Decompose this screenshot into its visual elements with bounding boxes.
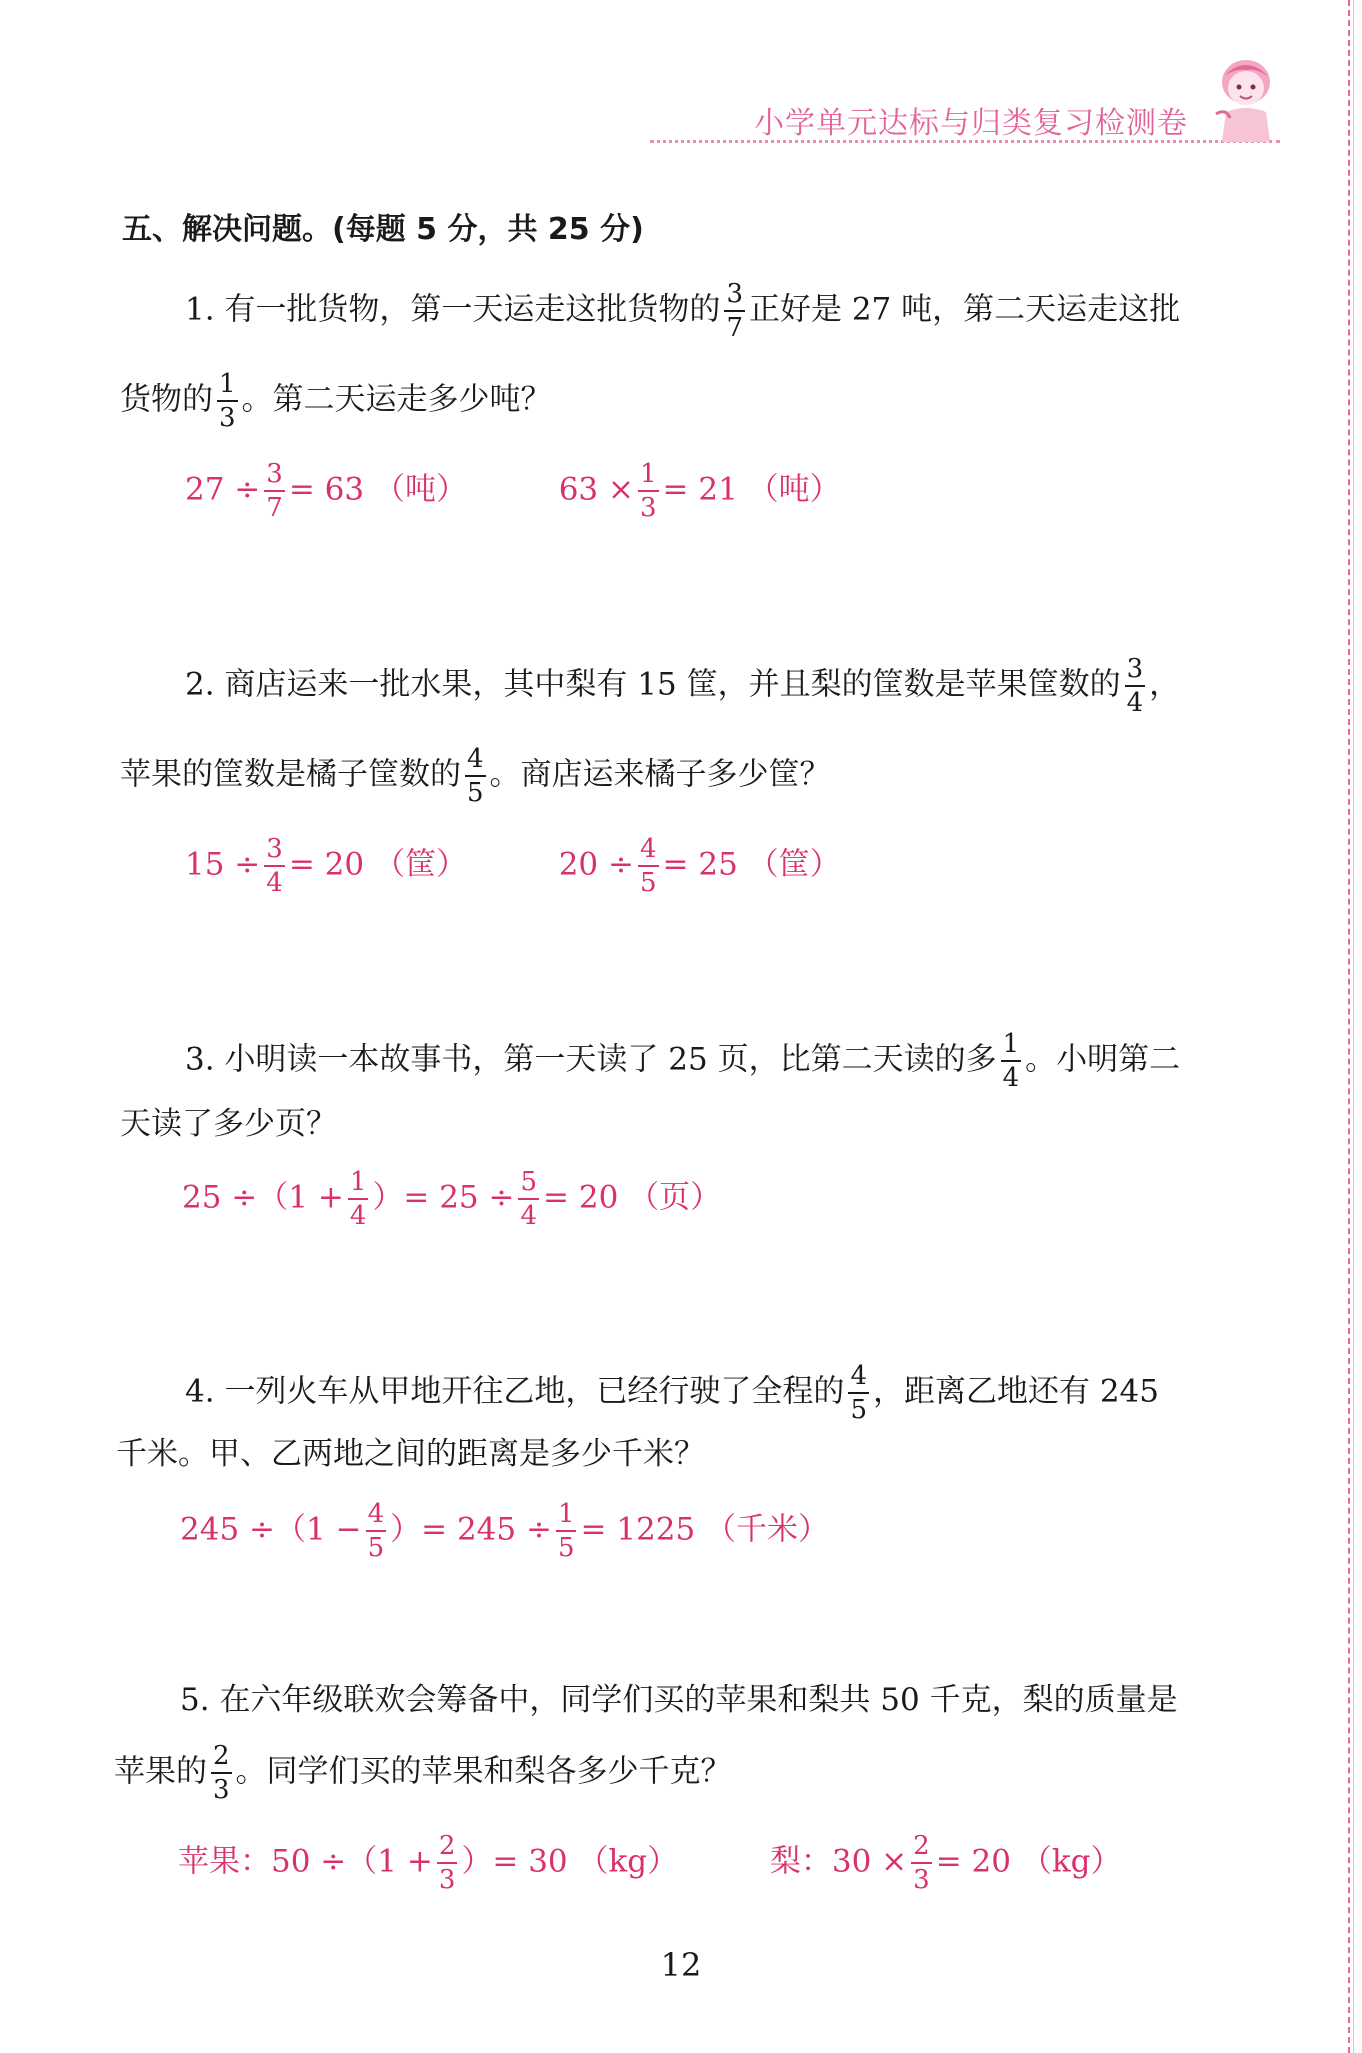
problem-text: ，距离乙地还有 245 [872, 1373, 1160, 1410]
problem-text: 一列火车从甲地开往乙地，已经行驶了全程的 [224, 1373, 845, 1410]
problem-text: 苹果的筐数是橘子筐数的 [120, 756, 461, 793]
problem-5-line-2 [114, 1742, 732, 1804]
fraction: $\frac{4}{5}$ [367, 1499, 385, 1563]
fraction: $\frac{3}{7}$ [266, 459, 283, 523]
problem-2-line-1 [185, 655, 1180, 717]
fraction: $\frac{5}{4}$ [520, 1167, 538, 1231]
problem-4-line-1 [185, 1362, 1159, 1424]
problem-1-answer [185, 460, 841, 522]
cartoon-child-icon [1210, 52, 1282, 144]
problem-text: 。同学们买的苹果和梨各多少千克？ [235, 1753, 732, 1790]
problem-number: 3. [185, 1041, 215, 1078]
problem-number: 1. [185, 291, 215, 328]
answer-text: 25 ÷（1 + [182, 1179, 344, 1216]
problem-5-answer [178, 1832, 1121, 1894]
problem-text: 货物的 [120, 381, 213, 418]
fraction: $\frac{1}{3}$ [219, 369, 236, 433]
answer-text: 27 ÷ [185, 471, 261, 508]
answer-text: = 20 （kg） [935, 1843, 1122, 1880]
answer-text: 苹果：50 ÷（1 + [178, 1843, 433, 1880]
problem-1-line-2 [120, 370, 552, 432]
problem-2-line-2 [120, 745, 831, 807]
fraction: $\frac{1}{4}$ [349, 1167, 367, 1231]
problem-number: 5. [180, 1682, 210, 1718]
problem-text: ， [1149, 666, 1181, 703]
page-header [640, 88, 1280, 150]
fraction: $\frac{3}{4}$ [266, 834, 283, 898]
fraction: $\frac{2}{3}$ [913, 1831, 930, 1895]
problem-4-answer [180, 1500, 829, 1562]
answer-text: = 20 （筐） [288, 846, 467, 883]
answer-text: 20 ÷ [558, 846, 634, 883]
problem-text: 在六年级联欢会筹备中，同学们买的苹果和梨共 50 千克，梨的质量是 [219, 1682, 1178, 1718]
problem-number: 2. [185, 666, 215, 703]
problem-4-line-2: 千米。甲、乙两地之间的距离是多少千米？ [116, 1436, 705, 1472]
fraction: $\frac{3}{7}$ [726, 279, 743, 343]
problem-text: 小明读一本故事书，第一天读了 25 页，比第二天读的多 [224, 1041, 997, 1078]
answer-text: = 20 （页） [543, 1179, 722, 1216]
page-edge-dashed-line [1348, 0, 1350, 2053]
fraction: $\frac{3}{4}$ [1126, 654, 1144, 718]
fraction: $\frac{1}{5}$ [557, 1499, 575, 1563]
problem-text: 。第二天运走多少吨？ [241, 381, 552, 418]
problem-1-line-1 [185, 280, 1180, 342]
problem-number: 4. [185, 1373, 215, 1410]
problem-text: 苹果的 [114, 1753, 207, 1790]
fraction: $\frac{4}{5}$ [467, 744, 484, 808]
problem-3-line-1 [185, 1030, 1180, 1092]
fraction: $\frac{2}{3}$ [438, 1831, 456, 1895]
fraction: $\frac{1}{4}$ [1002, 1029, 1020, 1093]
fraction: $\frac{2}{3}$ [213, 1741, 230, 1805]
section-heading: 五、解决问题。(每题 5 分，共 25 分) [122, 212, 644, 247]
fraction: $\frac{1}{3}$ [639, 459, 657, 523]
answer-text: 梨：30 × [769, 1843, 908, 1880]
answer-text: = 63 （吨） [288, 471, 467, 508]
answer-text: = 1225 （千米） [580, 1511, 830, 1548]
problem-text: 商店运来一批水果，其中梨有 15 筐，并且梨的筐数是苹果筐数的 [224, 666, 1121, 703]
problem-text: 有一批货物，第一天运走这批货物的 [224, 291, 721, 328]
problem-text: 。商店运来橘子多少筐？ [489, 756, 831, 793]
answer-text: = 21 （吨） [662, 471, 841, 508]
answer-text: 245 ÷（1 − [180, 1511, 362, 1548]
header-title: 小学单元达标与归类复习检测卷 [754, 106, 1188, 141]
answer-text: 15 ÷ [185, 846, 261, 883]
problem-2-answer [185, 835, 841, 897]
problem-5-line-1 [180, 1678, 1178, 1722]
problem-text: 正好是 27 吨，第二天运走这批 [748, 291, 1181, 328]
answer-text: = 25 （筐） [662, 846, 841, 883]
problem-text: 。小明第二 [1025, 1041, 1181, 1078]
problem-3-line-2: 天读了多少页？ [120, 1106, 337, 1142]
problem-3-answer [182, 1168, 721, 1230]
answer-text: 63 × [558, 471, 634, 508]
answer-text: ）= 245 ÷ [390, 1511, 552, 1548]
page-number: 12 [660, 1946, 702, 1984]
page-edge-line [1353, 0, 1354, 2053]
answer-text: ）= 25 ÷ [372, 1179, 515, 1216]
answer-text: ）= 30 （kg） [461, 1843, 679, 1880]
fraction: $\frac{4}{5}$ [639, 834, 657, 898]
fraction: $\frac{4}{5}$ [850, 1361, 867, 1425]
header-dotted-rule [650, 140, 1280, 143]
